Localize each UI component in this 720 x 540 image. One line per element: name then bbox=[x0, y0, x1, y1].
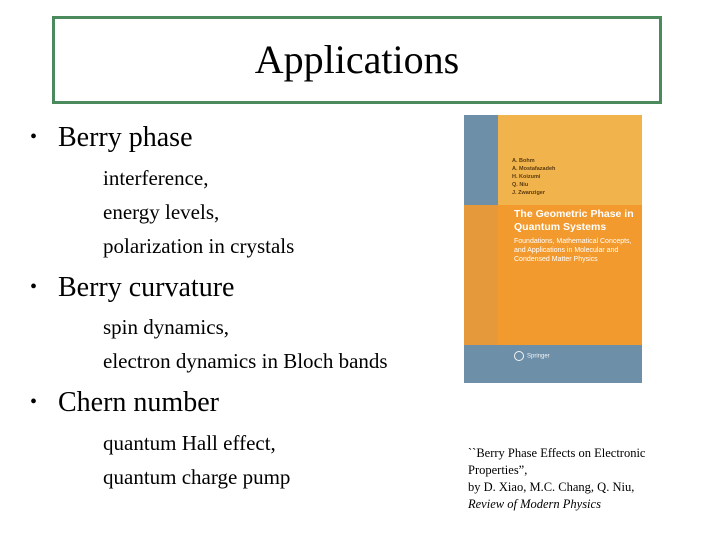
book-author: A. Mostafazadeh bbox=[512, 166, 556, 172]
book-subtitle: Foundations, Mathematical Concepts, and Applications in Molecular and Condensed Matter Physics bbox=[514, 238, 632, 263]
bullet-label: Berry curvature bbox=[58, 272, 235, 303]
bullet-chern-number-items bbox=[103, 426, 290, 494]
bullet-dot: • bbox=[30, 391, 38, 413]
reference-line: ``Berry Phase Effects on Electronic Properties”, bbox=[468, 446, 646, 477]
sub-item: energy levels, bbox=[103, 200, 220, 224]
bullet-dot: • bbox=[30, 276, 38, 298]
sub-item: spin dynamics, bbox=[103, 315, 229, 339]
book-cover-image bbox=[464, 115, 642, 383]
springer-logo-icon bbox=[514, 351, 524, 361]
bullet-berry-phase-items bbox=[103, 161, 294, 263]
bullet-berry-phase bbox=[30, 124, 193, 152]
book-author: H. Koizumi bbox=[512, 174, 541, 180]
bullet-label: Berry phase bbox=[58, 122, 193, 153]
bullet-chern-number bbox=[30, 389, 219, 417]
slide-title: Applications bbox=[254, 37, 460, 82]
publisher-name: Springer bbox=[527, 353, 550, 360]
reference-line: by D. Xiao, M.C. Chang, Q. Niu, bbox=[468, 480, 635, 494]
book-author: A. Bohm bbox=[512, 158, 535, 164]
bullet-label: Chern number bbox=[58, 387, 219, 418]
bullet-dot: • bbox=[30, 126, 38, 148]
reference-journal: Review of Modern Physics bbox=[468, 497, 601, 511]
book-publisher bbox=[514, 351, 550, 361]
sub-item: interference, bbox=[103, 166, 209, 190]
book-title: The Geometric Phase in Quantum Systems bbox=[514, 208, 634, 233]
sub-item: electron dynamics in Bloch bands bbox=[103, 349, 388, 373]
book-author: Q. Niu bbox=[512, 182, 529, 188]
sub-item: polarization in crystals bbox=[103, 234, 295, 258]
sub-item: quantum Hall effect, bbox=[103, 431, 276, 455]
title-box bbox=[52, 16, 662, 104]
book-author: J. Zwanziger bbox=[512, 190, 546, 196]
bullet-berry-curvature-items bbox=[103, 310, 388, 378]
sub-item: quantum charge pump bbox=[103, 465, 291, 489]
reference-caption bbox=[468, 445, 698, 513]
book-authors bbox=[512, 157, 555, 197]
bullet-berry-curvature bbox=[30, 274, 234, 302]
book-cover-band bbox=[464, 205, 498, 345]
